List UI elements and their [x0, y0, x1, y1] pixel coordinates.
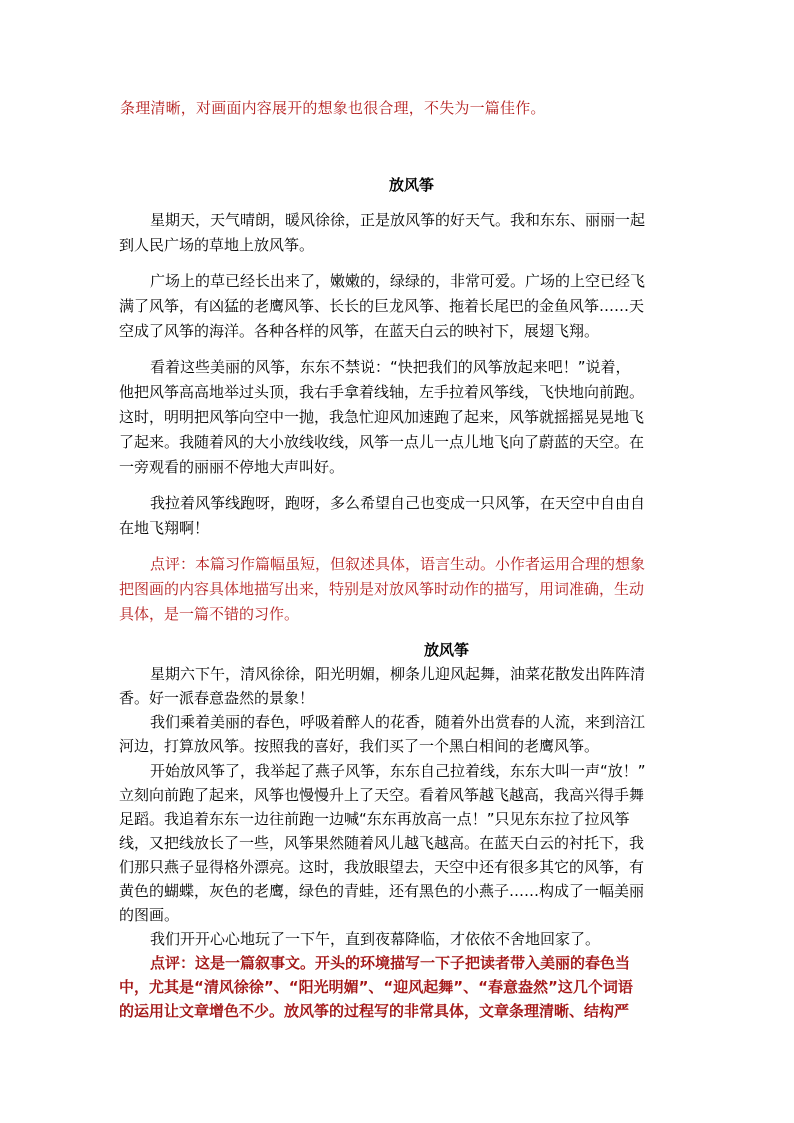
essay1-p3-line: 他把风筝高高地举过头顶，我右手拿着线轴，左手拉着风筝线，飞快地向前跑。 — [119, 383, 645, 401]
essay1-p2-line: 空成了风筝的海洋。各种各样的风筝，在蓝天白云的映衬下，展翅飞翔。 — [119, 322, 600, 340]
essay2-p2-line: 我们乘着美丽的春色，呼吸着醉人的花香，随着外出赏春的人流，来到涪江 — [150, 713, 646, 731]
essay2-comment-line: 点评：这是一篇叙事文。开头的环境描写一下子把读者带入美丽的春色当 — [150, 954, 631, 972]
essay1-p3-line: 看着这些美丽的风筝，东东不禁说：“快把我们的风筝放起来吧！”说着， — [150, 358, 631, 376]
essay1-p3-line: 了起来。我随着风的大小放线收线，风筝一点儿一点儿地飞向了蔚蓝的天空。在 — [119, 433, 645, 451]
essay2-p1-line: 星期六下午，清风徐徐，阳光明媚，柳条儿迎风起舞，油菜花散发出阵阵清 — [150, 665, 646, 683]
essay1-p4-line: 我拉着风筝线跑呀，跑呀，多么希望自己也变成一只风筝，在天空中自由自 — [150, 494, 646, 512]
essay1-p1-line: 到人民广场的草地上放风筝。 — [119, 236, 315, 254]
essay2-p3-line: 线，又把线放长了一些，风筝果然随着风儿越飞越高。在蓝天白云的衬托下，我 — [119, 834, 645, 852]
essay2-p1-line: 香。好一派春意盎然的景象！ — [119, 689, 315, 707]
essay1-title: 放风筝 — [389, 176, 435, 194]
essay1-comment-line: 点评：本篇习作篇幅虽短，但叙述具体，语言生动。小作者运用合理的想象 — [150, 555, 646, 573]
essay1-p3-line: 这时，明明把风筝向空中一抛，我急忙迎风加速跑了起来，风筝就摇摇晃晃地飞 — [119, 408, 645, 426]
essay2-comment-line: 的运用让文章增色不少。放风筝的过程写的非常具体，文章条理清晰、结构严 — [119, 1002, 630, 1020]
essay2-p2-line: 河边，打算放风筝。按照我的喜好，我们买了一个黑白相间的老鹰风筝。 — [119, 737, 600, 755]
intro-comment-line: 条理清晰，对画面内容展开的想象也很合理，不失为一篇佳作。 — [120, 99, 546, 117]
essay2-title: 放风筝 — [424, 641, 470, 659]
essay1-p1-line: 星期天，天气晴朗，暖风徐徐，正是放风筝的好天气。我和东东、丽丽一起 — [150, 211, 646, 229]
essay2-p3-line: 黄色的蝴蝶，灰色的老鹰，绿色的青蛙，还有黑色的小燕子……构成了一幅美丽 — [119, 882, 645, 900]
essay2-p3-line: 的图画。 — [119, 906, 180, 924]
essay1-p2-line: 满了风筝，有凶猛的老鹰风筝、长长的巨龙风筝、拖着长尾巴的金鱼风筝……天 — [119, 297, 645, 315]
essay2-p4-line: 我们开开心心地玩了一下午，直到夜幕降临，才依依不舍地回家了。 — [150, 930, 601, 948]
essay1-p4-line: 在地飞翔啊！ — [119, 519, 210, 537]
essay2-p3-line: 足蹈。我追着东东一边往前跑一边喊“东东再放高一点！”只见东东拉了拉风筝 — [119, 810, 630, 828]
essay2-p3-line: 开始放风筝了，我举起了燕子风筝，东东自己拉着线，东东大叫一声“放！” — [150, 762, 646, 780]
essay2-comment-line: 中，尤其是“清风徐徐”、“阳光明媚”、“迎风起舞”、“春意盎然”这几个词语 — [119, 978, 633, 996]
essay1-comment-line: 具体，是一篇不错的习作。 — [119, 605, 300, 623]
essay1-p2-line: 广场上的草已经长出来了，嫩嫩的，绿绿的，非常可爱。广场的上空已经飞 — [150, 272, 646, 290]
essay2-p3-line: 们那只燕子显得格外漂亮。这时，我放眼望去，天空中还有很多其它的风筝，有 — [119, 858, 645, 876]
essay2-p3-line: 立刻向前跑了起来，风筝也慢慢升上了天空。看着风筝越飞越高，我高兴得手舞 — [119, 786, 645, 804]
essay1-comment-line: 把图画的内容具体地描写出来，特别是对放风筝时动作的描写，用词准确，生动 — [119, 580, 645, 598]
essay1-p3-line: 一旁观看的丽丽不停地大声叫好。 — [119, 458, 345, 476]
